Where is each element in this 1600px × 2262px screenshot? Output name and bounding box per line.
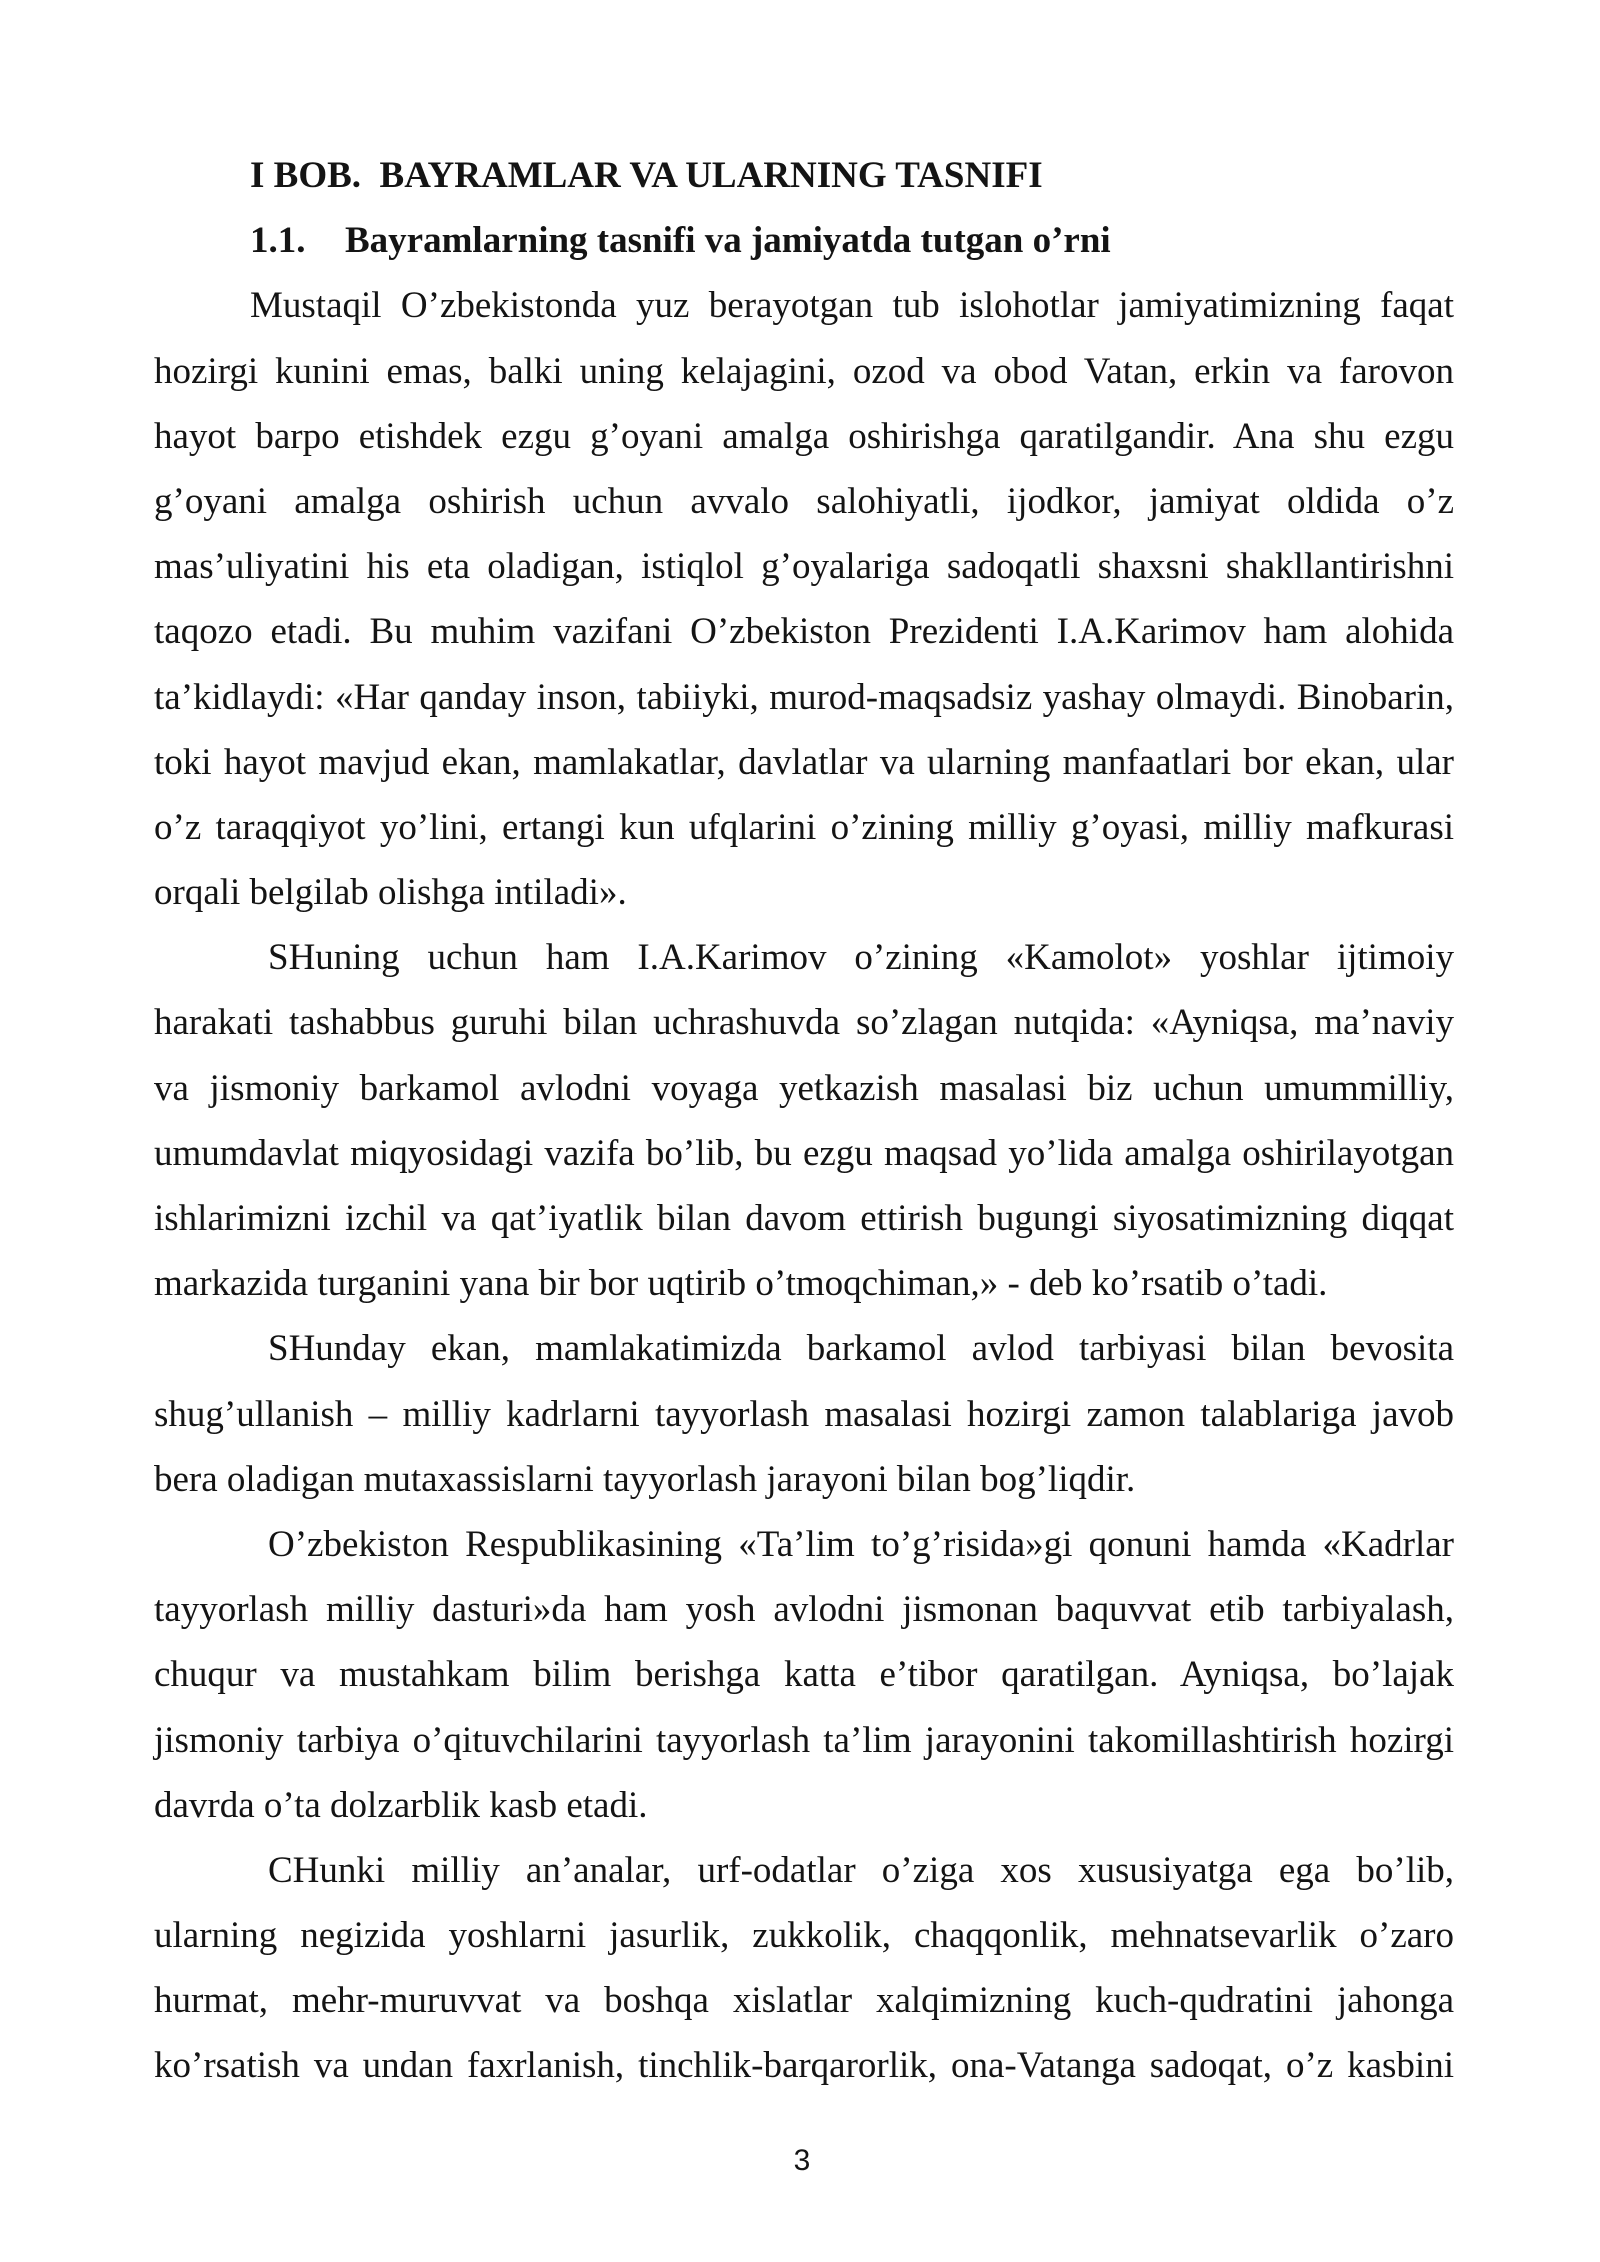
paragraph-line: jismoniy tarbiya o’qituvchilarini tayyorlash ta’lim jarayonini takomillashtirish hozirgi — [154, 1719, 1454, 1761]
paragraph — [154, 273, 1454, 925]
paragraph — [154, 1316, 1454, 1512]
paragraph-line: chuqur va mustahkam bilim berishga katta e’tibor qaratilgan. Ayniqsa, bo’lajak — [154, 1654, 1454, 1696]
paragraph-line: markazida turganini yana bir bor uqtirib o’tmoqchiman,» - deb ko’rsatib o’tadi. — [154, 1263, 1328, 1305]
paragraph-line: davrda o’ta dolzarblik kasb etadi. — [154, 1784, 648, 1826]
paragraph — [154, 925, 1454, 1316]
paragraph-line: tayyorlash milliy dasturi»da ham yosh avlodni jismonan baquvvat etib tarbiyalash, — [154, 1589, 1454, 1631]
paragraph-line: bera oladigan mutaxassislarni tayyorlash jarayoni bilan bog’liqdir. — [154, 1458, 1136, 1500]
chapter-title: I BOB. BAYRAMLAR VA ULARNING TASNIFI — [250, 155, 1043, 196]
paragraph-line: g’oyani amalga oshirish uchun avvalo salohiyatli, ijodkor, jamiyat oldida o’z — [154, 480, 1454, 522]
paragraph-line: ishlarimizni izchil va qat’iyatlik bilan davom ettirish bugungi siyosatimizning diqqat — [154, 1198, 1454, 1239]
paragraph-line: hurmat, mehr-muruvvat va boshqa xislatlar xalqimizning kuch-qudratini jahonga — [154, 1980, 1454, 2022]
paragraph — [154, 1838, 1454, 2099]
paragraph-line: shug’ullanish – milliy kadrlarni tayyorlash masalasi hozirgi zamon talablariga javob — [154, 1393, 1454, 1435]
paragraph-line: hayot barpo etishdek ezgu g’oyani amalga oshirishga qaratilgandir. Ana shu ezgu — [154, 415, 1454, 457]
paragraph-line: harakati tashabbus guruhi bilan uchrashuvda so’zlagan nutqida: «Ayniqsa, ma’naviy — [154, 1002, 1454, 1044]
paragraph-line: ularning negizida yoshlarni jasurlik, zukkolik, chaqqonlik, mehnatsevarlik o’zaro — [154, 1915, 1454, 1957]
paragraph-line: umumdavlat miqyosidagi vazifa bo’lib, bu ezgu maqsad yo’lida amalga oshirilayotgan — [154, 1132, 1454, 1174]
paragraph-line: ko’rsatish va undan faxrlanish, tinchlik-barqarorlik, ona-Vatanga sadoqat, o’z kasbini — [154, 2045, 1454, 2087]
paragraph-line: toki hayot mavjud ekan, mamlakatlar, davlatlar va ularning manfaatlari bor ekan, ular — [154, 741, 1454, 783]
section-title: Bayramlarning tasnifi va jamiyatda tutgan o’rni — [345, 220, 1111, 262]
paragraph-line: orqali belgilab olishga intiladi». — [154, 872, 627, 914]
paragraph-line: ta’kidlaydi: «Har qanday inson, tabiiyki, murod-maqsadsiz yashay olmaydi. Binobarin, — [154, 676, 1454, 718]
paragraph — [154, 1512, 1454, 1838]
paragraph-line: CHunki milliy an’analar, urf-odatlar o’ziga xos xususiyatga ega bo’lib, — [268, 1849, 1454, 1891]
paragraph-line: va jismoniy barkamol avlodni voyaga yetkazish masalasi biz uchun umummilliy, — [154, 1067, 1454, 1109]
paragraph-line: taqozo etadi. Bu muhim vazifani O’zbekiston Prezidenti I.A.Karimov ham alohida — [154, 611, 1454, 653]
paragraph-line: SHunday ekan, mamlakatimizda barkamol avlod tarbiyasi bilan bevosita — [268, 1328, 1454, 1370]
paragraph-line: hozirgi kunini emas, balki uning kelajagini, ozod va obod Vatan, erkin va farovon — [154, 350, 1454, 392]
page-number: 3 — [793, 2144, 811, 2177]
section-number: 1.1. — [250, 220, 306, 262]
paragraph-line: SHuning uchun ham I.A.Karimov o’zining «Kamolot» yoshlar ijtimoiy — [268, 937, 1454, 979]
paragraph-line: Mustaqil O’zbekistonda yuz berayotgan tub islohotlar jamiyatimizning faqat — [250, 285, 1454, 327]
paragraph-line: mas’uliyatini his eta oladigan, istiqlol g’oyalariga sadoqatli shaxsni shakllantirishni — [154, 546, 1454, 588]
page-body — [154, 143, 1454, 2099]
section-heading — [154, 208, 1454, 273]
paragraph-line: o’z taraqqiyot yo’lini, ertangi kun ufqlarini o’zining milliy g’oyasi, milliy mafkurasi — [154, 806, 1454, 848]
paragraph-line: O’zbekiston Respublikasining «Ta’lim to’g’risida»gi qonuni hamda «Kadrlar — [268, 1523, 1454, 1565]
